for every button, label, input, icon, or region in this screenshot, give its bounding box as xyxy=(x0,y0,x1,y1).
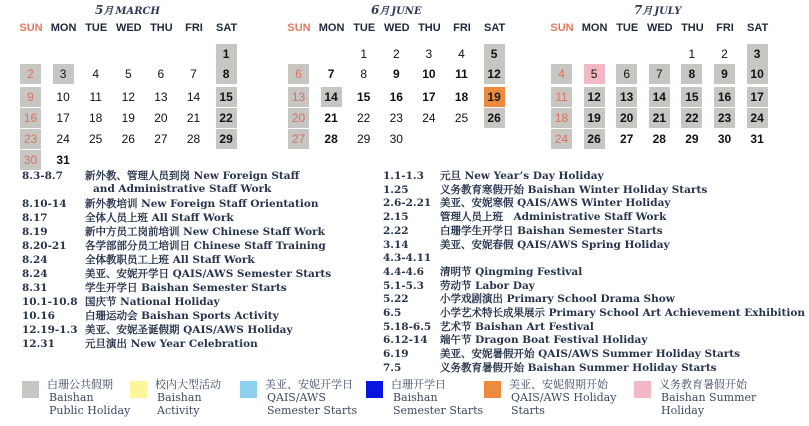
legend-label-line: Baishan xyxy=(49,391,94,404)
day-cell: 21 xyxy=(324,111,338,125)
day-cell: 8 xyxy=(681,64,702,84)
weekday-header: FRI xyxy=(716,22,734,34)
day-cell: 13 xyxy=(154,90,168,104)
day-cell: 24 xyxy=(56,132,70,146)
day-cell: 24 xyxy=(422,111,436,125)
event-date: 8.3-8.7 xyxy=(22,170,63,182)
event-date: 1.25 xyxy=(383,183,409,196)
weekday-header: WED xyxy=(646,22,673,34)
day-cell: 2 xyxy=(721,47,728,61)
event-row xyxy=(22,268,332,281)
event-text: 新外教、管理人员到岗 New Foreign Staff xyxy=(85,170,300,182)
event-date: 6.5 xyxy=(383,307,402,319)
event-date: 8.10-14 xyxy=(22,198,67,210)
legend-label-line: QAIS/AWS Holiday xyxy=(511,391,617,404)
day-cell: 31 xyxy=(750,132,764,146)
event-row xyxy=(383,265,583,279)
event-date: 2.6-2.21 xyxy=(383,197,432,210)
event-row xyxy=(22,240,326,253)
event-text: 管理人员上班 Administrative Staff Work xyxy=(440,211,667,224)
month-number: 6 xyxy=(371,3,380,17)
legend-swatch xyxy=(634,381,651,398)
event-row xyxy=(22,226,325,239)
weekday-header: SUN xyxy=(287,22,311,34)
day-cell: 9 xyxy=(20,87,41,107)
legend-label-line: Baishan xyxy=(393,391,438,404)
legend-label-line: Baishan Summer xyxy=(661,391,757,404)
event-text: 美亚、安妮开学日 QAIS/AWS Semester Starts xyxy=(85,268,332,280)
event-date: 8.19 xyxy=(22,226,48,238)
weekday-header: FRI xyxy=(453,22,471,34)
event-text: 全体人员上班 All Staff Work xyxy=(85,212,234,224)
day-cell: 15 xyxy=(216,87,237,107)
event-date: 8.24 xyxy=(22,268,48,280)
weekday-header: SUN xyxy=(550,22,574,34)
month-title xyxy=(95,2,160,17)
event-text: 义务教育暑假开始 Baishan Summer Holiday Starts xyxy=(440,361,717,374)
day-cell: 31 xyxy=(56,153,70,167)
weekday-header: FRI xyxy=(185,22,203,34)
day-cell: 20 xyxy=(288,108,309,128)
legend-label xyxy=(391,378,483,417)
weekday-header: TUE xyxy=(616,22,639,34)
event-date: 10.16 xyxy=(22,310,55,322)
day-cell: 18 xyxy=(89,111,103,125)
day-cell: 7 xyxy=(649,64,670,84)
legend-label-line: 白珊公共假期 xyxy=(47,378,113,391)
event-text: 元旦 New Year’s Day Holiday xyxy=(440,170,604,182)
event-row xyxy=(383,279,535,293)
day-cell: 17 xyxy=(422,90,436,104)
event-text: 艺术节 Baishan Art Festival xyxy=(440,320,594,333)
event-text: 义务教育寒假开始 Baishan Winter Holiday Starts xyxy=(440,183,708,196)
event-row xyxy=(383,238,670,252)
event-date: 5.18-6.5 xyxy=(383,320,432,333)
day-cell: 9 xyxy=(392,67,400,81)
event-text: 清明节 Qingming Festival xyxy=(440,265,583,278)
month-title xyxy=(634,2,681,17)
event-text: 国庆节 National Holiday xyxy=(85,296,220,308)
event-row xyxy=(22,170,300,195)
legend-swatch xyxy=(366,381,383,398)
event-text: 美亚、安妮春假 QAIS/AWS Spring Holiday xyxy=(440,238,670,251)
weekday-header: TUE xyxy=(353,22,376,34)
day-cell: 23 xyxy=(714,108,735,128)
event-row xyxy=(22,254,255,267)
legend-label-line: Baishan xyxy=(157,391,202,404)
event-date: 12.19-1.3 xyxy=(22,324,78,336)
day-cell: 11 xyxy=(89,90,102,104)
day-cell: 27 xyxy=(154,132,168,146)
month-number: 7 xyxy=(634,3,643,17)
day-cell: 18 xyxy=(454,90,469,104)
day-cell: 1 xyxy=(360,47,368,61)
month-name: JUNE xyxy=(391,6,422,17)
day-cell: 19 xyxy=(121,111,135,125)
day-cell: 19 xyxy=(584,108,605,128)
day-cell: 27 xyxy=(620,132,634,146)
day-cell: 5 xyxy=(584,64,605,84)
day-cell: 16 xyxy=(20,108,41,128)
day-cell: 20 xyxy=(616,108,637,128)
legend-label-line: 校内大型活动 xyxy=(155,378,221,391)
day-cell: 7 xyxy=(327,67,335,81)
day-cell: 28 xyxy=(186,132,201,146)
event-row xyxy=(383,170,604,183)
event-row xyxy=(383,293,675,306)
event-row xyxy=(383,224,663,238)
day-cell: 14 xyxy=(649,87,670,107)
day-cell: 17 xyxy=(747,87,768,107)
day-cell: 26 xyxy=(584,129,605,149)
event-row xyxy=(383,361,717,375)
day-cell: 19 xyxy=(484,87,505,107)
weekday-header: SAT xyxy=(216,22,238,34)
legend-label xyxy=(659,378,756,417)
legend-label xyxy=(509,378,616,417)
legend-label-line: Public Holiday xyxy=(49,404,131,417)
day-cell: 16 xyxy=(389,90,403,104)
day-cell: 8 xyxy=(360,67,368,81)
event-date: 7.5 xyxy=(383,361,402,374)
event-date: 12.31 xyxy=(22,338,55,350)
legend-swatch xyxy=(240,381,257,398)
weekday-header: SAT xyxy=(747,22,769,34)
legend-label-line: Activity xyxy=(157,404,200,417)
event-text: 劳动节 Labor Day xyxy=(440,279,535,292)
event-text-cont: and Administrative Staff Work xyxy=(93,183,272,195)
weekday-header: MON xyxy=(50,22,77,34)
day-cell: 4 xyxy=(92,67,100,81)
event-date: 4.4-4.6 xyxy=(383,265,424,278)
day-cell: 1 xyxy=(216,44,237,64)
day-cell: 23 xyxy=(389,111,403,125)
day-cell: 3 xyxy=(425,47,433,61)
event-date: 5.1-5.3 xyxy=(383,279,424,292)
day-cell: 24 xyxy=(747,108,768,128)
day-cell: 17 xyxy=(56,111,70,125)
day-cell: 10 xyxy=(747,64,768,84)
day-cell: 10 xyxy=(422,67,436,81)
day-cell: 12 xyxy=(484,64,505,84)
event-row xyxy=(383,307,805,320)
day-cell: 6 xyxy=(288,64,309,84)
event-date: 8.24 xyxy=(22,254,48,266)
month-title xyxy=(371,2,422,17)
day-cell: 8 xyxy=(216,64,237,84)
event-text: 白珊运动会 Baishan Sports Activity xyxy=(85,310,279,322)
event-text: 美亚、安妮圣诞假期 QAIS/AWS Holiday xyxy=(85,324,293,336)
weekday-header: THU xyxy=(150,22,173,34)
day-cell: 24 xyxy=(551,129,572,149)
event-date: 6.19 xyxy=(383,348,409,361)
event-row xyxy=(383,320,594,334)
day-cell: 5 xyxy=(484,44,505,64)
day-cell: 10 xyxy=(56,90,70,104)
day-cell: 1 xyxy=(688,47,696,61)
event-text: 学生开学日 Baishan Semester Starts xyxy=(85,282,287,294)
event-text: 各学部部分员工培训日 Chinese Staff Training xyxy=(85,240,326,252)
legend-label-line: 白珊开学日 xyxy=(391,378,446,391)
day-cell: 13 xyxy=(288,87,309,107)
weekday-header: MON xyxy=(581,22,608,34)
weekday-header: WED xyxy=(115,22,142,34)
day-cell: 15 xyxy=(681,87,702,107)
day-cell: 15 xyxy=(357,90,371,104)
event-text: 美亚、安妮暑假开始 QAIS/AWS Summer Holiday Starts xyxy=(440,348,741,361)
day-cell: 29 xyxy=(357,132,371,146)
month-name: MARCH xyxy=(115,6,160,17)
event-text: 元旦演出 New Year Celebration xyxy=(85,338,258,350)
event-text: 新外教培训 New Foreign Staff Orientation xyxy=(85,198,319,210)
event-row xyxy=(22,310,279,323)
legend-label-line: 美亚、安妮假期开始 xyxy=(509,378,608,391)
day-cell: 6 xyxy=(616,64,637,84)
event-row xyxy=(383,252,431,265)
day-cell: 3 xyxy=(747,44,768,64)
legend-swatch xyxy=(484,381,501,398)
day-cell: 22 xyxy=(681,108,702,128)
month-char: 月 xyxy=(103,6,114,17)
day-cell: 21 xyxy=(649,108,670,128)
day-cell: 26 xyxy=(484,108,505,128)
day-cell: 18 xyxy=(551,108,572,128)
event-text: 端午节 Dragon Boat Festival Holiday xyxy=(440,334,648,347)
weekday-header: MON xyxy=(318,22,345,34)
event-date: 2.15 xyxy=(383,211,409,224)
weekday-header: THU xyxy=(418,22,441,34)
event-text: 小学艺术特长成果展示 Primary School Art Achievement Exhibition xyxy=(440,307,805,319)
month-char: 月 xyxy=(642,6,653,17)
day-cell: 21 xyxy=(186,111,201,125)
weekday-header: THU xyxy=(681,22,704,34)
day-cell: 6 xyxy=(157,67,165,81)
legend-label xyxy=(265,378,357,417)
month-number: 5 xyxy=(95,3,104,17)
day-cell: 2 xyxy=(392,47,400,61)
day-cell: 5 xyxy=(124,67,132,81)
day-cell: 4 xyxy=(551,64,572,84)
day-cell: 25 xyxy=(89,132,103,146)
day-cell: 12 xyxy=(121,90,135,104)
legend-label-line: Holiday xyxy=(661,404,705,417)
weekday-header: TUE xyxy=(85,22,108,34)
month-name: JULY xyxy=(654,6,682,17)
event-date: 10.1-10.8 xyxy=(22,296,78,308)
event-row xyxy=(383,183,708,197)
event-text: 白珊学生开学日 Baishan Semester Starts xyxy=(440,224,663,237)
legend-label-line: Semester Starts xyxy=(267,404,358,417)
day-cell: 30 xyxy=(20,150,41,170)
month-char: 月 xyxy=(379,6,390,17)
event-text: 小学戏剧演出 Primary School Drama Show xyxy=(440,293,675,306)
day-cell: 2 xyxy=(20,64,41,84)
day-cell: 13 xyxy=(616,87,637,107)
day-cell: 30 xyxy=(389,132,403,146)
legend-label-line: QAIS/AWS xyxy=(267,391,326,404)
event-date: 2.22 xyxy=(383,224,409,237)
event-date: 8.31 xyxy=(22,282,48,294)
event-row xyxy=(383,211,667,224)
event-date: 3.14 xyxy=(383,238,409,251)
weekday-header: SAT xyxy=(484,22,506,34)
day-cell: 23 xyxy=(20,129,41,149)
day-cell: 12 xyxy=(584,87,605,107)
event-row xyxy=(22,324,293,337)
event-row xyxy=(383,197,671,210)
legend-label xyxy=(155,378,221,417)
legend-swatch xyxy=(130,381,147,398)
day-cell: 25 xyxy=(454,111,469,125)
day-cell: 3 xyxy=(53,64,74,84)
day-cell: 9 xyxy=(714,64,735,84)
day-cell: 27 xyxy=(288,129,309,149)
event-row xyxy=(22,338,258,351)
day-cell: 16 xyxy=(714,87,735,107)
event-row xyxy=(383,334,648,347)
legend-label-line: Semester Starts xyxy=(393,404,484,417)
event-date: 6.12-14 xyxy=(383,334,428,347)
day-cell: 30 xyxy=(717,132,732,146)
event-text: 全体教职员工上班 All Staff Work xyxy=(85,254,255,266)
day-cell: 28 xyxy=(324,132,338,146)
day-cell: 20 xyxy=(154,111,168,125)
event-row xyxy=(22,198,319,211)
event-row xyxy=(22,212,234,225)
day-cell: 11 xyxy=(551,87,572,107)
day-cell: 29 xyxy=(216,129,237,149)
legend-label xyxy=(47,378,130,417)
event-date: 1.1-1.3 xyxy=(383,170,424,182)
weekday-header: SUN xyxy=(19,22,43,34)
event-row xyxy=(22,282,287,295)
day-cell: 11 xyxy=(455,67,468,81)
day-cell: 4 xyxy=(458,47,465,61)
event-text: 新中方员工岗前培训 New Chinese Staff Work xyxy=(85,226,325,238)
day-cell: 7 xyxy=(190,67,197,81)
day-cell: 14 xyxy=(186,90,201,104)
day-cell: 22 xyxy=(357,111,371,125)
event-row xyxy=(22,296,220,309)
legend-label-line: 义务教育暑假开始 xyxy=(659,378,747,391)
event-date: 8.17 xyxy=(22,212,48,224)
weekday-header: WED xyxy=(383,22,410,34)
day-cell: 29 xyxy=(685,132,699,146)
event-date: 8.20-21 xyxy=(22,240,67,252)
event-row xyxy=(383,348,741,361)
day-cell: 28 xyxy=(652,132,666,146)
event-text: 美亚、安妮寒假 QAIS/AWS Winter Holiday xyxy=(440,197,671,210)
legend-label-line: 美亚、安妮开学日 xyxy=(265,378,353,391)
day-cell: 22 xyxy=(216,108,237,128)
day-cell: 26 xyxy=(121,132,135,146)
day-cell: 14 xyxy=(321,87,342,107)
legend-swatch xyxy=(22,381,39,398)
event-date: 5.22 xyxy=(383,293,409,306)
legend-label-line: Starts xyxy=(511,404,545,417)
legend xyxy=(0,378,809,426)
event-date: 4.3-4.11 xyxy=(383,252,432,265)
